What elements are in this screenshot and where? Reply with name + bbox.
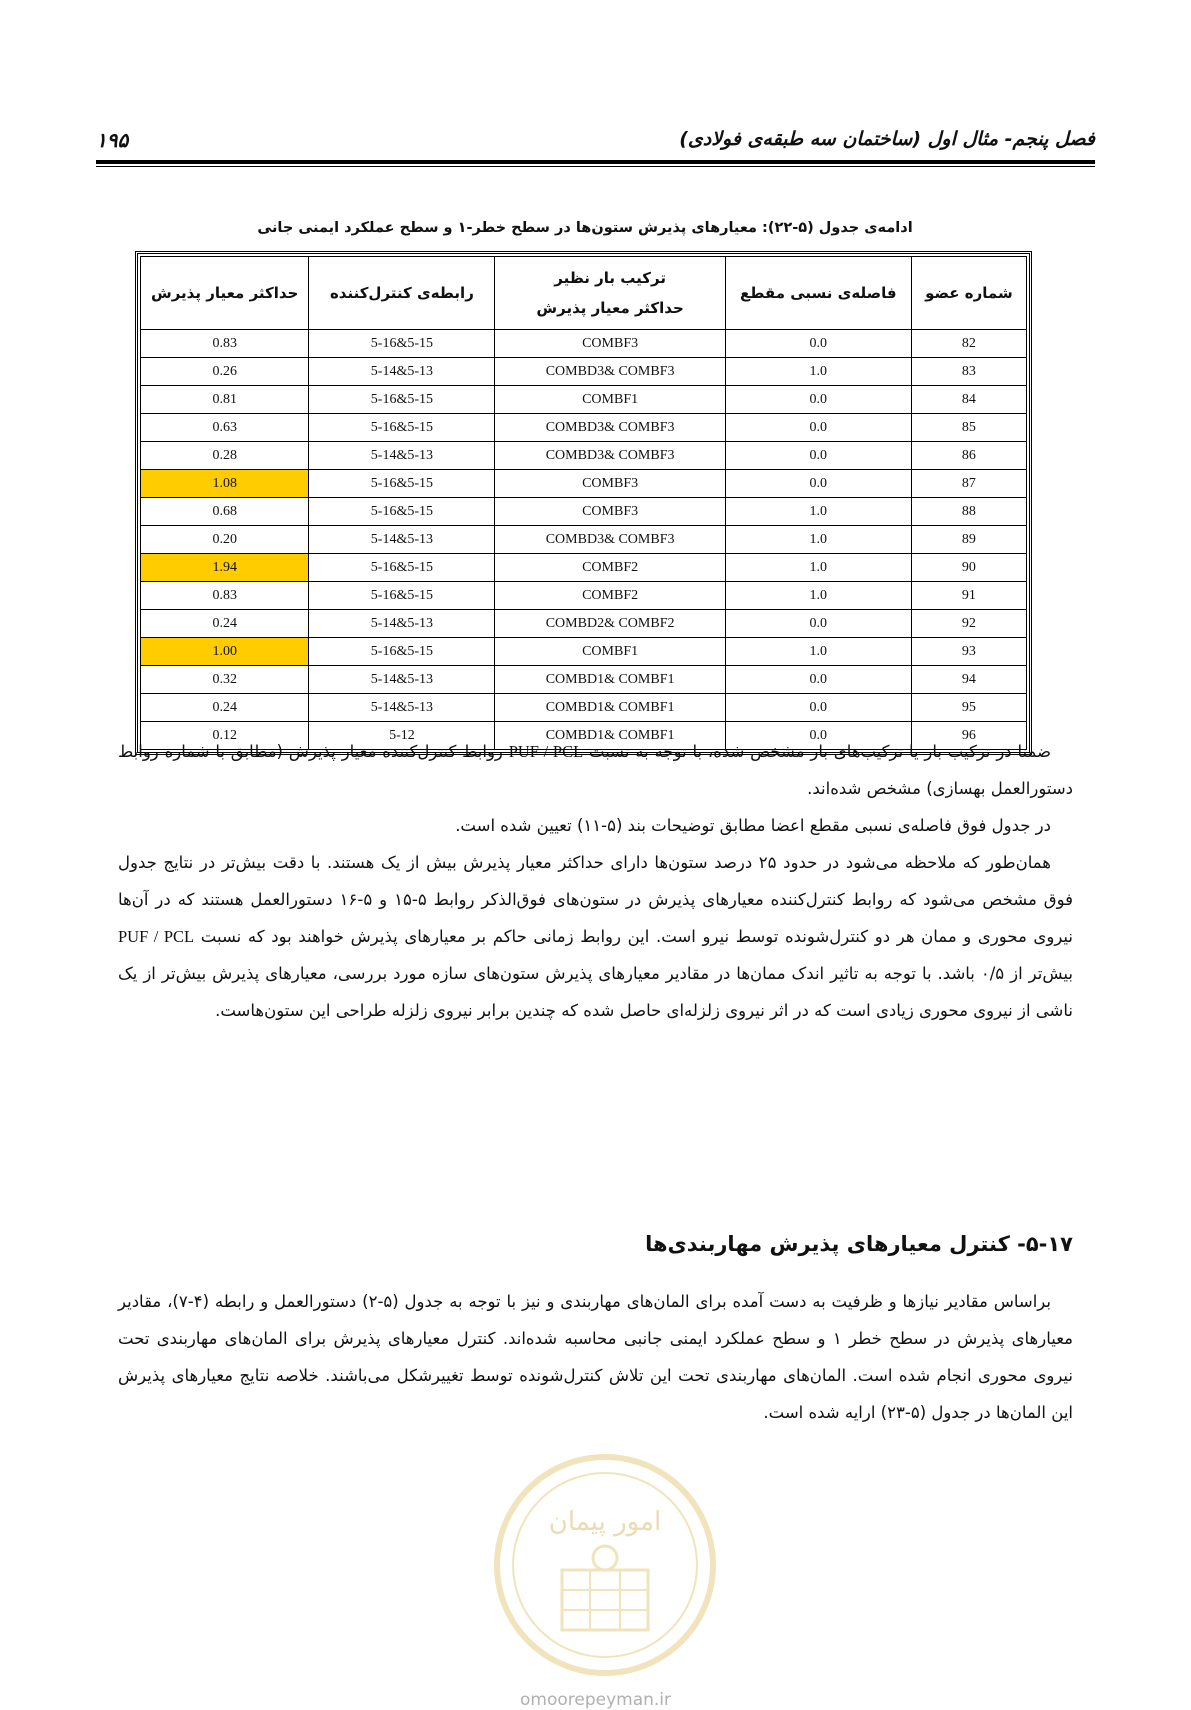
cell-relation: 5-15&5-16: [309, 498, 495, 526]
cell-distance: 0.0: [725, 694, 911, 722]
header-rule: [96, 160, 1095, 164]
table-caption: ادامه‌ی جدول (۵-۲۲): معیارهای پذیرش ستون‌ها در سطح خطر-۱ و سطح عملکرد ایمنی جانی: [257, 220, 913, 236]
cell-member: 90: [911, 554, 1026, 582]
cell-max: 1.08: [141, 470, 309, 498]
table-row: [141, 638, 1027, 666]
cell-distance: 1.0: [725, 582, 911, 610]
page-header: [96, 128, 1095, 158]
cell-member: 95: [911, 694, 1026, 722]
cell-distance: 1.0: [725, 358, 911, 386]
paragraph-3: [118, 844, 1073, 1029]
cell-max: 0.24: [141, 610, 309, 638]
cell-member: 85: [911, 414, 1026, 442]
watermark-site: omoorepeyman.ir: [519, 1690, 672, 1710]
cell-distance: 0.0: [725, 386, 911, 414]
ratio-symbol: PUF / PCL: [508, 742, 584, 761]
cell-member: 83: [911, 358, 1026, 386]
table-row: [141, 554, 1027, 582]
cell-member: 87: [911, 470, 1026, 498]
cell-relation: 5-13&5-14: [309, 526, 495, 554]
cell-distance: 0.0: [725, 330, 911, 358]
cell-max: 0.32: [141, 666, 309, 694]
paragraph-4: براساس مقادیر نیازها و ظرفیت به دست آمده برای المان‌های مهاربندی و نیز با توجه به جدول (۵-۲) دستورالعمل و رابطه (۴-۷)، مقادیر معیارهای پذیرش در سطح خطر ۱ و سطح عملکرد ایمنی جانبی محاسبه شده‌اند. کنترل معیارهای پذیرش برای المان‌های مهاربندی تحت نیروی محوری انجام شده است. المان‌های مهاربندی تحت این تلاش کنترل‌شونده توسط تغییرشکل می‌باشند. خلاصه نتایج معیارهای پذیرش این المان‌ها در جدول (۵-۲۳) ارایه شده است.: [118, 1292, 1073, 1422]
cell-member: 93: [911, 638, 1026, 666]
table-header-row: [141, 257, 1027, 330]
table-row: [141, 442, 1027, 470]
page-number: ۱۹۵: [96, 128, 129, 152]
cell-max: 0.12: [141, 722, 309, 750]
cell-relation: 5-13&5-14: [309, 610, 495, 638]
cell-combo: COMBF2: [495, 554, 725, 582]
cell-relation: 5-13&5-14: [309, 358, 495, 386]
cell-max: 1.94: [141, 554, 309, 582]
cell-member: 88: [911, 498, 1026, 526]
table-row: [141, 582, 1027, 610]
acceptance-criteria-table: [140, 256, 1027, 750]
cell-relation: 5-15&5-16: [309, 582, 495, 610]
cell-relation: 5-13&5-14: [309, 694, 495, 722]
ratio-symbol-2: PUF / PCL: [118, 927, 195, 946]
cell-combo: COMBD1& COMBF1: [495, 694, 725, 722]
cell-max: 0.26: [141, 358, 309, 386]
cell-combo: COMBD1& COMBF1: [495, 722, 725, 750]
cell-relation: 5-15&5-16: [309, 638, 495, 666]
paragraph-3-part-b: بیش‌تر از ۰/۵ باشد. با توجه به تاثیر اندک ممان‌ها در مقادیر معیارهای پذیرش ستون‌های سازه مورد بررسی، معیارهای پذیرش بیش‌تر از یک ناشی از نیروی محوری زیادی است که در اثر نیروی زلزله‌ای حاصل شده که چندین برابر نیروی زلزله طراحی این ستون‌هاست.: [118, 964, 1073, 1020]
cell-max: 0.68: [141, 498, 309, 526]
cell-combo: COMBD2& COMBF2: [495, 610, 725, 638]
header-rule-thin: [96, 166, 1095, 167]
cell-member: 84: [911, 386, 1026, 414]
cell-member: 89: [911, 526, 1026, 554]
cell-relation: 5-15&5-16: [309, 470, 495, 498]
table-row: [141, 694, 1027, 722]
table-row: [141, 330, 1027, 358]
cell-max: 0.20: [141, 526, 309, 554]
cell-distance: 0.0: [725, 610, 911, 638]
column-header-combo: [495, 257, 725, 330]
cell-max: 0.81: [141, 386, 309, 414]
cell-combo: COMBD3& COMBF3: [495, 442, 725, 470]
cell-member: 82: [911, 330, 1026, 358]
table-row: [141, 526, 1027, 554]
cell-combo: COMBF3: [495, 470, 725, 498]
cell-max: 0.63: [141, 414, 309, 442]
table-row: [141, 470, 1027, 498]
table-row: [141, 386, 1027, 414]
cell-combo: COMBF3: [495, 498, 725, 526]
table-frame: [135, 251, 1032, 755]
cell-combo: COMBF1: [495, 386, 725, 414]
cell-distance: 1.0: [725, 526, 911, 554]
paragraph-2: در جدول فوق فاصله‌ی نسبی مقطع اعضا مطابق توضیحات بند (۵-۱۱) تعیین شده است.: [455, 816, 1051, 835]
column-header-member: شماره عضو: [911, 257, 1026, 330]
cell-member: 86: [911, 442, 1026, 470]
cell-combo: COMBD3& COMBF3: [495, 526, 725, 554]
table-row: [141, 498, 1027, 526]
cell-relation: 5-15&5-16: [309, 414, 495, 442]
paragraph-block-2: [118, 1283, 1073, 1431]
watermark-seal-text: امور پیمان: [548, 1507, 662, 1537]
cell-max: 0.28: [141, 442, 309, 470]
cell-combo: COMBD3& COMBF3: [495, 414, 725, 442]
cell-combo: COMBF3: [495, 330, 725, 358]
cell-distance: 1.0: [725, 554, 911, 582]
cell-member: 94: [911, 666, 1026, 694]
section-heading: ۵-۱۷- کنترل معیارهای پذیرش مهاربندی‌ها: [645, 1232, 1073, 1256]
cell-relation: 5-15&5-16: [309, 386, 495, 414]
cell-distance: 1.0: [725, 498, 911, 526]
column-header-combo-line2: حداکثر معیار پذیرش: [536, 299, 684, 317]
cell-distance: 0.0: [725, 470, 911, 498]
cell-distance: 0.0: [725, 442, 911, 470]
watermark-seal-icon: [490, 1450, 720, 1680]
table-row: [141, 666, 1027, 694]
table-row: [141, 358, 1027, 386]
cell-max: 1.00: [141, 638, 309, 666]
column-header-relation: رابطه‌ی کنترل‌کننده: [309, 257, 495, 330]
paragraph-1-part-a: ضمنا در ترکیب بار یا ترکیب‌های بار مشخص شده، با توجه به نسبت: [589, 742, 1052, 761]
cell-distance: 0.0: [725, 666, 911, 694]
cell-distance: 1.0: [725, 638, 911, 666]
column-header-max: حداکثر معیار پذیرش: [141, 257, 309, 330]
paragraph-1: [118, 733, 1073, 807]
chapter-title: فصل پنجم- مثال اول (ساختمان سه طبقه‌ی فولادی): [679, 128, 1095, 150]
paragraph-3-part-a: همان‌طور که ملاحظه می‌شود در حدود ۲۵ درصد ستون‌ها دارای حداکثر معیار پذیرش بیش از یک هستند. با دقت بیش‌تر در نتایج جدول فوق مشخص می‌شود که روابط کنترل‌کننده معیارهای پذیرش در ستون‌های فوق‌الذکر روابط ۵-۱۵ و ۵-۱۶ دستورالعمل هستند که در آن‌ها نیروی محوری و ممان هر دو کنترل‌شونده توسط نیرو است. این روابط زمانی حاکم بر معیارهای پذیرش خواهند بود که نسبت: [118, 853, 1073, 946]
paragraph-1-part-b: روابط کنترل‌کننده معیار پذیرش (مطابق با شماره روابط دستورالعمل بهسازی) مشخص شده‌اند.: [118, 742, 1073, 798]
cell-combo: COMBF1: [495, 638, 725, 666]
table-row: [141, 610, 1027, 638]
cell-distance: 0.0: [725, 722, 911, 750]
cell-relation: 5-15&5-16: [309, 330, 495, 358]
table-row: [141, 414, 1027, 442]
paragraph-block-1: [118, 733, 1073, 1029]
cell-relation: 5-12: [309, 722, 495, 750]
column-header-distance: فاصله‌ی نسبی مقطع: [725, 257, 911, 330]
column-header-combo-line1: ترکیب بار نظیر: [554, 269, 666, 287]
table-body: [141, 330, 1027, 750]
cell-relation: 5-13&5-14: [309, 666, 495, 694]
cell-combo: COMBD3& COMBF3: [495, 358, 725, 386]
cell-member: 96: [911, 722, 1026, 750]
cell-max: 0.24: [141, 694, 309, 722]
cell-combo: COMBD1& COMBF1: [495, 666, 725, 694]
cell-combo: COMBF2: [495, 582, 725, 610]
cell-member: 91: [911, 582, 1026, 610]
cell-distance: 0.0: [725, 414, 911, 442]
cell-max: 0.83: [141, 582, 309, 610]
cell-relation: 5-15&5-16: [309, 554, 495, 582]
cell-relation: 5-13&5-14: [309, 442, 495, 470]
cell-member: 92: [911, 610, 1026, 638]
cell-max: 0.83: [141, 330, 309, 358]
